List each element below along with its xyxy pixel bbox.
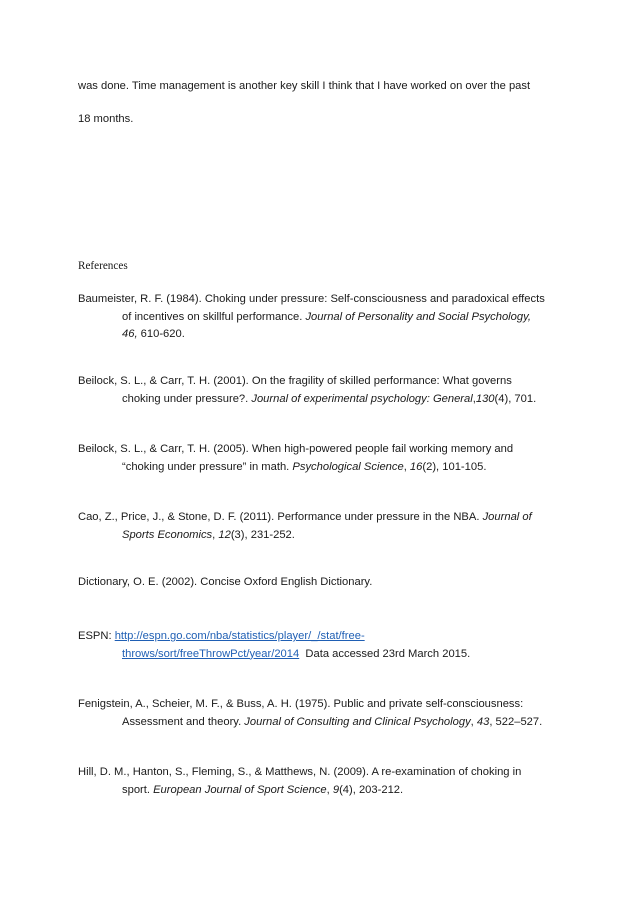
reference-entry-beilock-2001 [78, 373, 578, 408]
journal-title: Journal of Consulting and Clinical Psychology [244, 715, 471, 728]
reference-text: (4), 203-212. [339, 783, 404, 796]
reference-text: Assessment and theory. [122, 715, 245, 728]
reference-line: Dictionary, O. E. (2002). Concise Oxford English Dictionary. [78, 576, 373, 588]
reference-line: Baumeister, R. F. (1984). Choking under pressure: Self-consciousness and paradoxical effects [78, 293, 545, 305]
reference-text: choking under pressure?. [122, 392, 252, 405]
volume: 46, [122, 328, 138, 340]
reference-text: 610-620. [137, 328, 185, 340]
reference-text: sport. [122, 783, 154, 796]
reference-entry-espn [78, 628, 578, 663]
reference-line [78, 326, 578, 344]
journal-title: Journal of [482, 511, 532, 523]
reference-entry-beilock-2005 [78, 441, 578, 476]
reference-line [78, 309, 578, 327]
reference-text: , [472, 392, 476, 405]
reference-line [78, 782, 578, 800]
reference-line [78, 509, 578, 527]
reference-text: Cao, Z., Price, J., & Stone, D. F. (2011). Performance under pressure in the NBA. [78, 511, 483, 523]
reference-entry-fenigstein [78, 696, 578, 731]
reference-line [78, 646, 578, 664]
espn-link[interactable]: http://espn.go.com/nba/statistics/player/_/stat/free- [114, 630, 365, 642]
reference-line [78, 628, 578, 646]
reference-text: “choking under pressure” in math. [122, 460, 293, 473]
reference-text: of incentives on skillful performance. [122, 310, 306, 323]
journal-title: Sports Economics [122, 528, 213, 541]
journal-title: Psychological Science [292, 460, 404, 473]
reference-text: , [470, 715, 477, 728]
reference-text: (3), 231-252. [230, 528, 295, 541]
reference-entry-cao [78, 509, 578, 544]
references-heading: References [78, 260, 128, 272]
reference-text: ESPN: [78, 630, 115, 642]
reference-line: Hill, D. M., Hanton, S., Fleming, S., & Matthews, N. (2009). A re-examination of choking in [78, 766, 522, 778]
reference-text: Data accessed 23rd March 2015. [299, 647, 471, 660]
reference-entry-hill [78, 764, 578, 799]
journal-title: Journal of Personality and Social Psychology, [305, 310, 531, 323]
reference-text: , [212, 528, 219, 541]
journal-title: European Journal of Sport Science [153, 783, 327, 796]
reference-line: Fenigstein, A., Scheier, M. F., & Buss, A. H. (1975). Public and private self-consciousness: [78, 698, 524, 710]
reference-text: , [326, 783, 333, 796]
espn-link-continued[interactable]: throws/sort/freeThrowPct/year/2014 [122, 647, 300, 660]
body-text-line-2: 18 months. [78, 113, 134, 125]
reference-line [78, 714, 578, 732]
volume: 43 [476, 715, 490, 728]
reference-line: Beilock, S. L., & Carr, T. H. (2001). On the fragility of skilled performance: What governs [78, 375, 512, 387]
reference-line [78, 391, 578, 409]
reference-line [78, 527, 578, 545]
volume: 9 [332, 783, 340, 796]
reference-entry-baumeister [78, 291, 578, 344]
reference-text: (4), 701. [494, 392, 537, 405]
reference-text: , [403, 460, 410, 473]
volume: 130 [475, 392, 495, 405]
body-text-line-1: was done. Time management is another key skill I think that I have worked on over the past [78, 80, 531, 92]
reference-line: Beilock, S. L., & Carr, T. H. (2005). When high-powered people fail working memory and [78, 443, 514, 455]
volume: 16 [409, 460, 423, 473]
journal-title: Journal of experimental psychology: General [251, 392, 473, 405]
reference-text: , 522–527. [489, 715, 543, 728]
reference-text: (2), 101-105. [422, 460, 487, 473]
reference-entry-dictionary [78, 574, 578, 592]
volume: 12 [218, 528, 231, 541]
reference-line [78, 459, 578, 477]
